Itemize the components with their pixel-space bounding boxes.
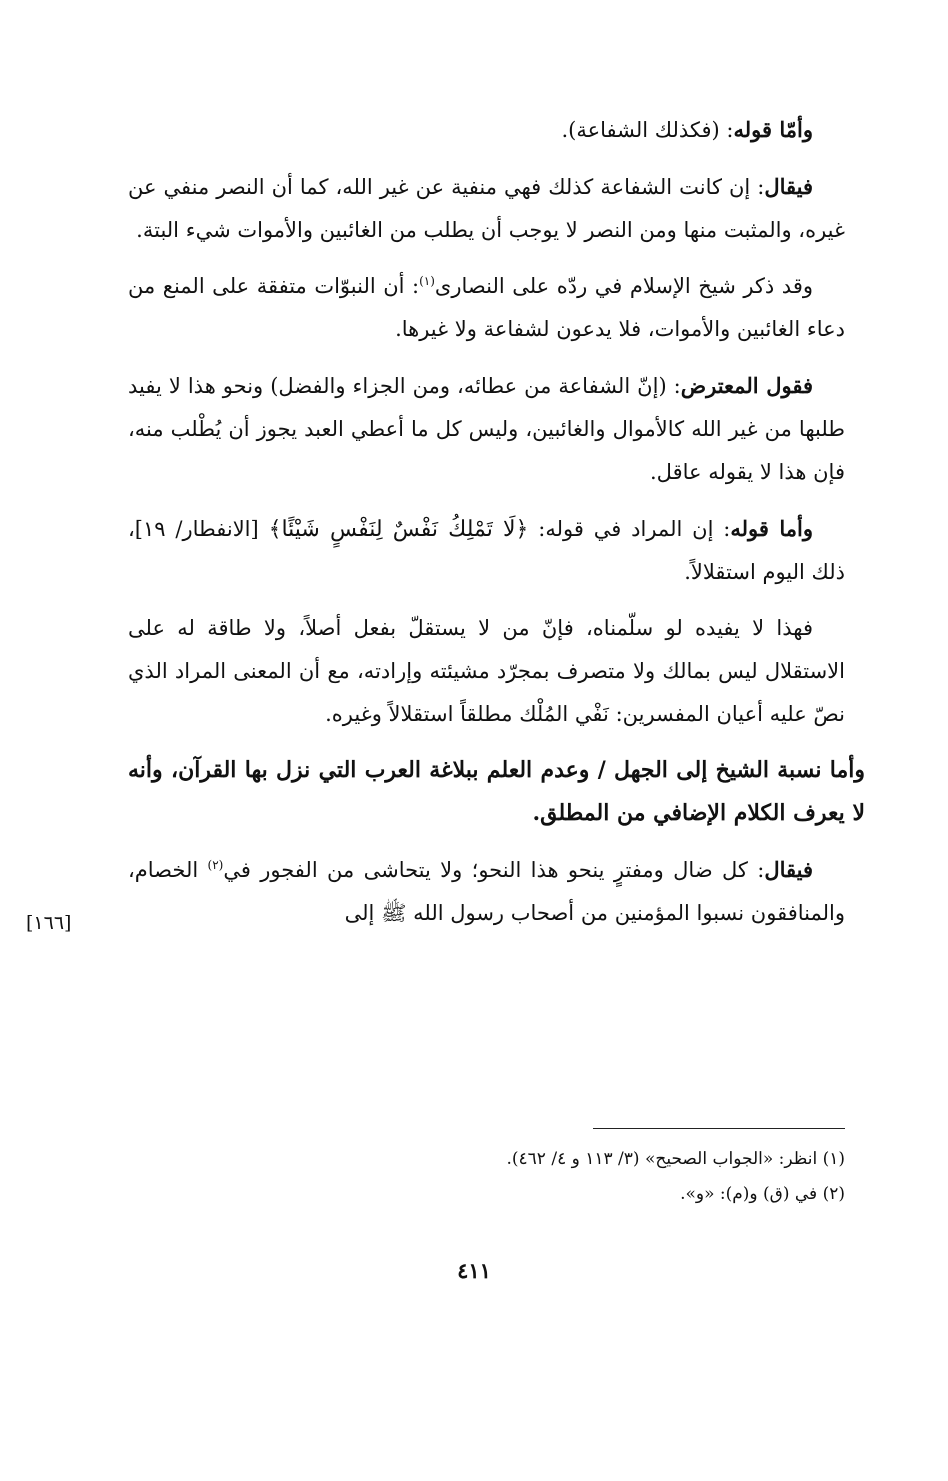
paragraph-text: [الانفطار/ ١٩]، ذلك اليوم استقلالاً. (128, 517, 845, 584)
footnote-divider (593, 1128, 845, 1129)
footnote-1: (١) انظر: «الجواب الصحيح» (٣/ ١١٣ و ٤/ ٤٦٢). (506, 1149, 845, 1169)
paragraph-lead: فقول المعترض (680, 373, 813, 398)
manuscript-page-marker: [١٦٦] (26, 912, 72, 934)
quran-verse: ﴿لَا تَمْلِكُ نَفْسٌ لِنَفْسٍ شَيْئًا﴾ (268, 517, 529, 542)
page-number: ٤١١ (457, 1258, 491, 1283)
paragraph-text: وقد ذكر شيخ الإسلام في ردّه على النصارى (434, 274, 813, 298)
paragraph-lead: وأما قوله (730, 516, 813, 541)
paragraph-text: فهذا لا يفيده لو سلّمناه، فإنّ من لا يستقلّ بفعل أصلاً، ولا طاقة له على الاستقلال ليس بمالك ولا متصرف بمجرّد مشيئته وإرادته، مع أن المعنى المراد الذي نصّ عليه أعيان المفسرين: نَفْي المُلْك مطلقاً استقلالاً وغيره. (128, 616, 845, 726)
paragraph-text: : إن المراد في قوله: (528, 517, 731, 541)
paragraph-8 (128, 848, 845, 935)
paragraph-1 (128, 108, 845, 152)
paragraph-lead: وأمّا قوله (733, 117, 813, 142)
paragraph-2 (128, 165, 845, 252)
paragraph-text: وأما نسبة الشيخ إلى الجهل / وعدم العلم ببلاغة العرب التي نزل بها القرآن، وأنه لا يعرف الكلام الإضافي من المطلق. (128, 757, 865, 826)
paragraph-text: : كل ضال ومفترٍ ينحو هذا النحو؛ ولا يتحاشى من الفجور في (223, 858, 765, 882)
paragraph-7-heading (128, 749, 865, 835)
paragraph-3 (128, 265, 845, 351)
paragraph-lead: فيقال (764, 174, 813, 199)
footnote-reference: (١) (419, 274, 435, 288)
paragraph-text: : إن كانت الشفاعة كذلك فهي منفية عن غير الله، كما أن النصر منفي عن غيره، والمثبت منها ومن النصر لا يوجب أن يطلب من الغائبين والأموات شيء البتة. (128, 175, 845, 242)
paragraph-text: : أن النبوّات متفقة على المنع من دعاء الغائبين والأموات، فلا يدعون لشفاعة ولا غيرها. (128, 274, 845, 341)
paragraph-text: الخصام، والمنافقون نسبوا المؤمنين من أصحاب رسول الله ﷺ إلى (128, 858, 845, 925)
paragraph-5 (128, 507, 845, 594)
paragraph-4 (128, 364, 845, 494)
footnotes (128, 1142, 845, 1212)
paragraph-6 (128, 607, 845, 736)
paragraph-text: : (فكذلك الشفاعة). (561, 118, 734, 142)
footnote-reference: (٢) (207, 858, 224, 872)
paragraph-lead: فيقال (764, 857, 813, 882)
footnote-2: (٢) في (ق) و(م): «و». (680, 1184, 845, 1204)
paragraph-text: : (إنّ الشفاعة من عطائه، ومن الجزاء والفضل) ونحو هذا لا يفيد طلبها من غير الله كالأموال والغائبين، وليس كل ما أعطي العبد يجوز أن يُطْلب منه، فإن هذا لا يقوله عاقل. (128, 374, 845, 484)
main-text (128, 108, 865, 948)
